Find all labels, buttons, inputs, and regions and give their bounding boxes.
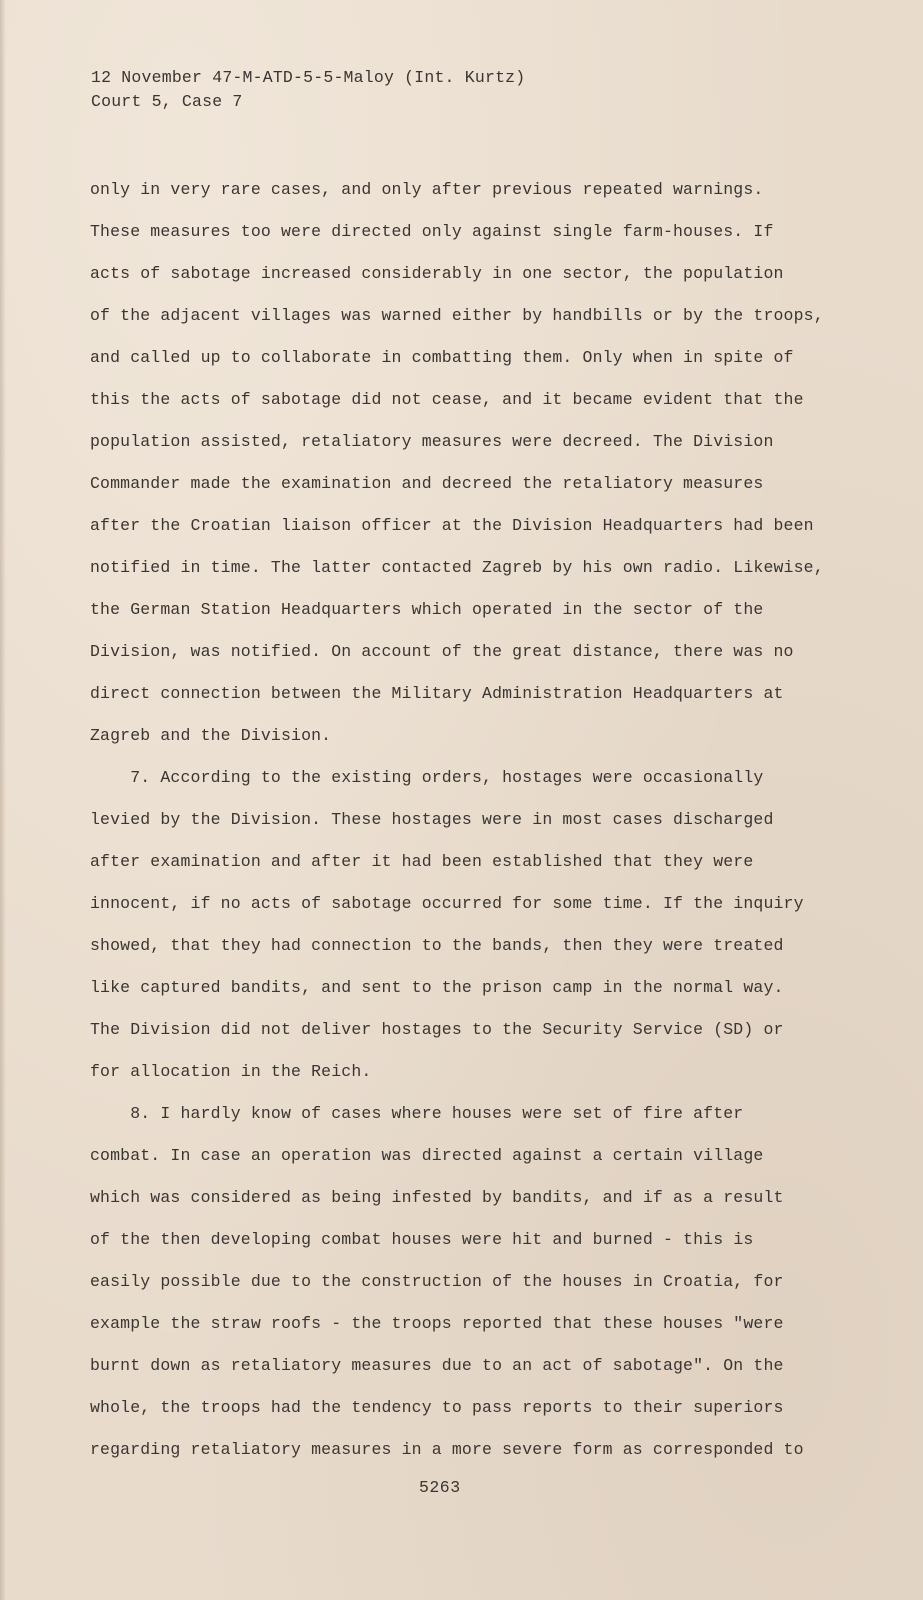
- text-line: burnt down as retaliatory measures due to an act of sabotage". On the: [90, 1356, 784, 1375]
- document-header: [91, 66, 525, 114]
- text-line: of the then developing combat houses were hit and burned - this is: [90, 1230, 754, 1249]
- text-line: and called up to collaborate in combatting them. Only when in spite of: [90, 348, 794, 367]
- paper-edge: [0, 0, 6, 1600]
- text-line: this the acts of sabotage did not cease, and it became evident that the: [90, 390, 804, 409]
- text-line: which was considered as being infested by bandits, and if as a result: [90, 1188, 784, 1207]
- text-line: the German Station Headquarters which operated in the sector of the: [90, 600, 764, 619]
- paragraph: [90, 1093, 870, 1471]
- text-line: levied by the Division. These hostages were in most cases discharged: [90, 810, 774, 829]
- header-reference-line: 12 November 47-M-ATD-5-5-Maloy (Int. Kurtz): [91, 68, 526, 87]
- text-line: innocent, if no acts of sabotage occurred for some time. If the inquiry: [90, 894, 804, 913]
- text-line: after the Croatian liaison officer at the Division Headquarters had been: [90, 516, 814, 535]
- document-body: [90, 169, 870, 1471]
- text-line: direct connection between the Military Administration Headquarters at: [90, 684, 784, 703]
- paragraph: [90, 169, 870, 757]
- text-line: These measures too were directed only against single farm-houses. If: [90, 222, 774, 241]
- text-line: Zagreb and the Division.: [90, 726, 332, 745]
- text-line: showed, that they had connection to the bands, then they were treated: [90, 936, 784, 955]
- text-line: regarding retaliatory measures in a more severe form as corresponded to: [90, 1440, 804, 1459]
- text-line: Division, was notified. On account of the great distance, there was no: [90, 642, 794, 661]
- text-line: 8. I hardly know of cases where houses were set of fire after: [90, 1104, 744, 1123]
- paragraph: [90, 757, 870, 1093]
- text-line: only in very rare cases, and only after previous repeated warnings.: [90, 180, 764, 199]
- text-line: population assisted, retaliatory measures were decreed. The Division: [90, 432, 774, 451]
- header-court-line: Court 5, Case 7: [91, 92, 243, 111]
- text-line: 7. According to the existing orders, hostages were occasionally: [90, 768, 764, 787]
- text-line: The Division did not deliver hostages to the Security Service (SD) or: [90, 1020, 784, 1039]
- text-line: notified in time. The latter contacted Zagreb by his own radio. Likewise,: [90, 558, 824, 577]
- text-line: easily possible due to the construction of the houses in Croatia, for: [90, 1272, 784, 1291]
- text-line: like captured bandits, and sent to the prison camp in the normal way.: [90, 978, 784, 997]
- paragraph-list: [90, 169, 870, 1471]
- page-number: 5263: [419, 1478, 461, 1497]
- text-line: combat. In case an operation was directed against a certain village: [90, 1146, 764, 1165]
- text-line: Commander made the examination and decreed the retaliatory measures: [90, 474, 764, 493]
- text-line: of the adjacent villages was warned either by handbills or by the troops,: [90, 306, 824, 325]
- text-line: for allocation in the Reich.: [90, 1062, 372, 1081]
- text-line: example the straw roofs - the troops reported that these houses "were: [90, 1314, 784, 1333]
- text-line: whole, the troops had the tendency to pass reports to their superiors: [90, 1398, 784, 1417]
- text-line: after examination and after it had been established that they were: [90, 852, 754, 871]
- text-line: acts of sabotage increased considerably in one sector, the population: [90, 264, 784, 283]
